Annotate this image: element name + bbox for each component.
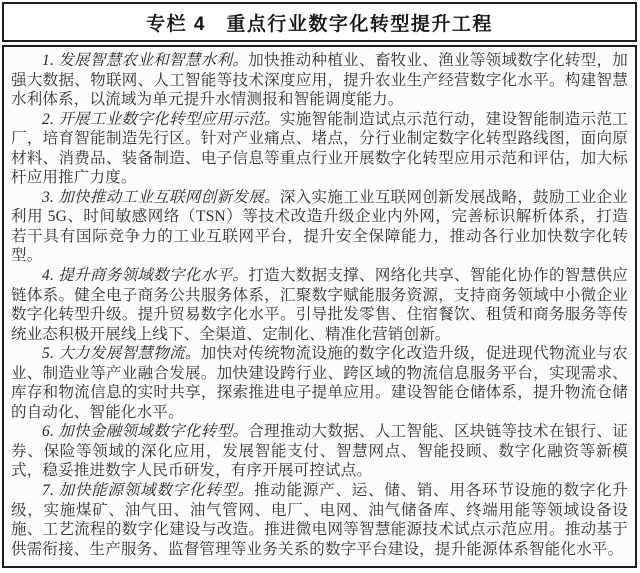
paragraph-lead: 6. 加快金融领域数字化转型。 [42,423,249,441]
paragraph [11,422,628,481]
paragraph [11,344,628,422]
panel-title: 专栏 4 重点行业数字化转型提升工程 [146,13,493,35]
paragraph-lead: 4. 提升商务领域数字化水平。 [42,267,249,285]
paragraph [11,51,628,110]
paragraph-lead: 5. 大力发展智慧物流。 [42,345,201,363]
paragraph-text: 加快推动种植业、畜牧业、渔业等领域数字化转型，加强大数据、物联网、人工智能等技术深度应用，提升农业生产经营数字化水平。构建智慧水利体系，以流域为单元提升水情测报和智能调度能力。 [11,52,628,109]
paragraph-text: 合理推动大数据、人工智能、区块链等技术在银行、证券、保险等领域的深化应用，发展智能支付、智慧网点、智能投顾、数字化融资等新模式，稳妥推进数字人民币研发，有序开展可控试点。 [11,423,628,480]
paragraph-lead: 2. 开展工业数字化转型应用示范。 [42,110,280,128]
paragraph-text: 深入实施工业互联网创新发展战略，鼓励工业企业利用 5G、时间敏感网络（TSN）等技术改造升级企业内外网，完善标识解析体系，打造若干具有国际竞争力的工业互联网平台，提升安全保障能力，推动各行业加快数字化转型。 [11,188,628,265]
paragraph-text: 打造大数据支撑、网络化共享、智能化协作的智慧供应链体系。健全电子商务公共服务体系，汇聚数字赋能服务资源，支持商务领域中小微企业数字化转型升级。提升贸易数字化水平。引导批发零售、住宿餐饮、租赁和商务服务等传统业态积极开展线上线下、全渠道、定制化、精准化营销创新。 [11,267,628,343]
paragraph-lead: 1. 发展智慧农业和智慧水利。 [42,52,249,69]
paragraph-text: 实施智能制造试点示范行动，建设智能制造示范工厂，培育智能制造先行区。针对产业痛点、堵点，分行业制定数字化转型路线图，面向原材料、消费品、装备制造、电子信息等重点行业开展数字化转型应用示范和评估，加大标杆应用推广力度。 [11,110,628,187]
paragraph [11,266,628,344]
paragraph [11,110,628,188]
paragraph [11,188,628,266]
panel-body-box [2,45,637,568]
paragraph-lead: 7. 加快能源领域数字化转型。 [42,482,255,500]
paragraph [11,481,628,559]
paragraph-text: 推动能源产、运、储、销、用各环节设施的数字化升级，实施煤矿、油气田、油气管网、电厂、电网、油气储备库、终端用能等领域设备设施、工艺流程的数字化建设与改造。推进微电网等智慧能源技术试点示范应用。推动基于供需衔接、生产服务、监督管理等业务关系的数字平台建设，提升能源体系智能化水平。 [11,482,628,558]
paragraph-lead: 3. 加快推动工业互联网创新发展。 [42,188,280,206]
paragraph-text: 加快对传统物流设施的数字化改造升级，促进现代物流业与农业、制造业等产业融合发展。加快建设跨行业、跨区域的物流信息服务平台，实现需求、库存和物流信息的实时共享，探索推进电子提单应用。建设智能仓储体系，提升物流仓储的自动化、智能化水平。 [11,345,628,421]
panel-title-box [2,2,637,42]
